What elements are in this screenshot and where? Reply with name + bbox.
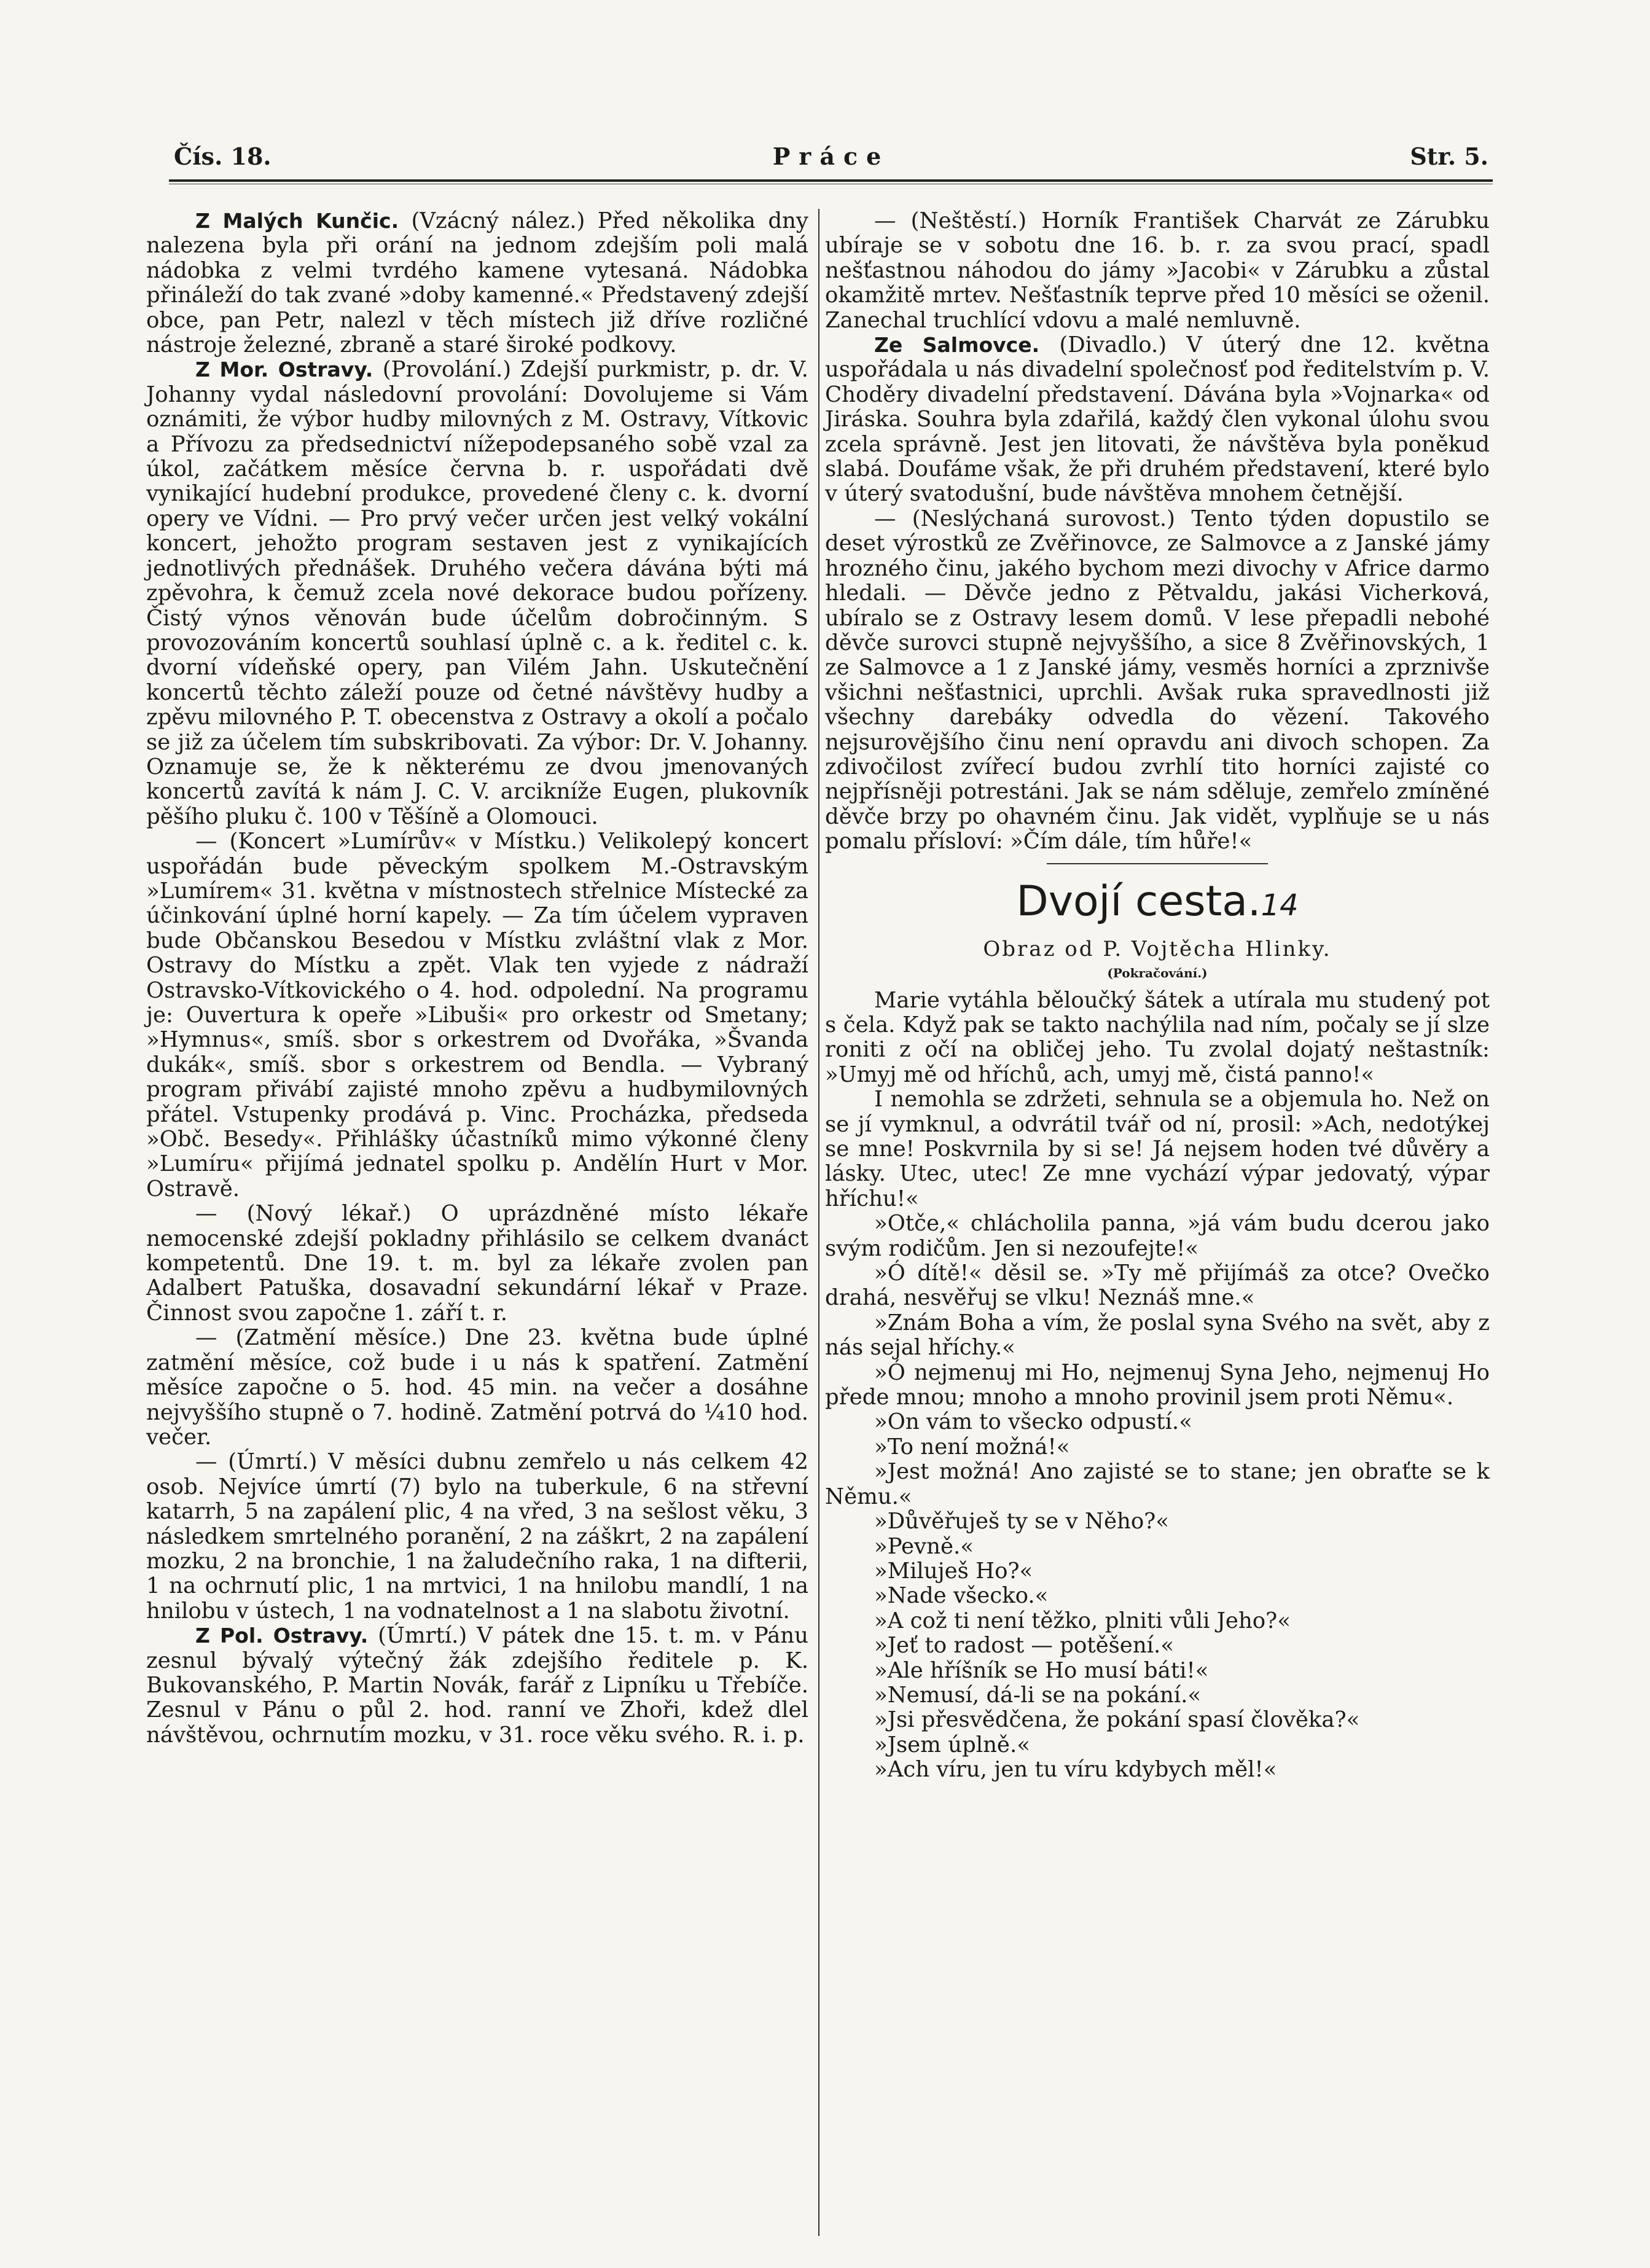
news-text: Tento týden dopustilo se deset výrostků ze Zvěřinovce, ze Salmovce a z Janské jámy hrozného činu, jakého bychom mezi divochy v Africe darmo hledali. — Děvče jedno z Pětvaldu, jakási Vicherková, ubíralo se z Ostravy lesem domů. V lese přepadli nebohé děvče surovci stupně nejvyššího, a sice 8 Zvěřinovských, 1 ze Salmovce a 1 z Janské jámy, vesměs horníci a zprznivše všichni nešťastnici, uprchli. Avšak ruka spravedlnosti již všechny darebáky odvedla do vězení. Takového nejsurovějšího činu není opravdu ani divoch schopen. Za zdivočilost zvířecí budou zvrhlí tito horníci zajisté co nejpřísněji potrestáni. Jak se nám sděluje, zemřelo zmíněné děvče brzy po ohavném činu. Jak vidět, vyplňuje se u nás pomalu přísloví: »Čím dále, tím hůře!«	[825, 506, 1490, 854]
news-lead: (Divadlo.)	[1059, 332, 1167, 358]
news-text: V úterý dne 12. května uspořádala u nás divadelní společnosť pod ředitelstvím p. V. Choděry divadelní představení. Dávána byla »Vojnarka« od Jiráska. Souhra byla zdařilá, každý člen vykonal úlohu svou zcela správně. Jest jen litovati, že návštěva byla poněkud slabá. Doufáme však, že při druhém představení, které bylo v úterý svatodušní, bude návštěva mnohem četnější.	[825, 332, 1490, 507]
story-paragraph: »To není možná!«	[874, 1434, 1070, 1460]
news-item	[146, 829, 808, 1202]
news-text: V pátek dne 15. t. m. v Pánu zesnul bývalý výtečný žák zdejšího ředitele p. K. Bukovanského, P. Martin Novák, farář z Lipníku u Třebíče. Zesnul v Pánu o půl 2. hod. ranní ve Zhoři, kdež dlel návštěvou, ochrnutím mozku, v 31. roce věku svého. R. i. p.	[146, 1623, 809, 1748]
left-column	[146, 209, 808, 1748]
news-text: Před několika dny nalezena byla při orání na jednom zdejším poli malá nádobka z velmi tvrdého kamene vytesaná. Nádobka přináleží do tak zvané »doby kamenné.« Představený zdejší obce, pan Petr, nalezl v těch místech již dříve rozličné nástroje železné, zbraně a staré široké podkovy.	[146, 208, 808, 358]
news-lead: (Vzácný nález.)	[411, 208, 585, 233]
news-place: Ze Salmovce.	[874, 333, 1040, 358]
news-place: Z Pol. Ostravy.	[195, 1624, 369, 1648]
story-body	[825, 988, 1490, 1783]
news-item	[146, 1450, 808, 1624]
story-paragraph: »Znám Boha a vím, že poslal syna Svého na svět, aby z nás sejal hříchy.«	[825, 1310, 1490, 1361]
story-paragraph: »Ó dítě!« děsil se. »Ty mě přijímáš za otce? Ovečko drahá, nesvěřuj se vlku! Neznáš mne.«	[825, 1261, 1490, 1311]
page-header	[174, 143, 1488, 179]
news-item	[146, 358, 808, 829]
story-paragraph: »Nemusí, dá-li se na pokání.«	[874, 1682, 1202, 1708]
story-paragraph: »Miluješ Ho?«	[874, 1558, 1033, 1584]
story-title	[825, 877, 1490, 931]
story-paragraph: »Jsem úplně.«	[874, 1732, 1030, 1758]
news-lead: — (Úmrtí.)	[195, 1449, 318, 1475]
news-item	[825, 209, 1490, 333]
news-item	[146, 1202, 808, 1326]
news-lead: (Úmrtí.)	[378, 1623, 467, 1649]
news-item	[146, 209, 808, 358]
right-column	[825, 209, 1490, 1783]
story-paragraph: »Ach víru, jen tu víru kdybych měl!«	[874, 1757, 1277, 1783]
news-lead: — (Koncert »Lumírův« v Místku.)	[195, 829, 586, 854]
news-lead: — (Zatmění měsíce.)	[195, 1325, 447, 1351]
news-lead: (Provolání.)	[382, 357, 512, 383]
news-lead: — (Neslýchaná surovost.)	[874, 506, 1176, 531]
news-text: Zdejší purkmistr, p. dr. V. Johanny vydal následovní provolání: Dovolujeme si Vám oznámiti, že výbor hudby milovných z M. Ostravy, Vítkovic a Přívozu za předsednictví nížepodepsaného sobě vzal za úkol, začátkem měsíce června b. r. uspořádati dvě vynikající hudební produkce, provedené členy c. k. dvorní opery ve Vídni. — Pro prvý večer určen jest velký vokální koncert, jehožto program sestaven jest z vynikajících jednotlivých přednášek. Druhého večera dávána býti má zpěvohra, k čemuž zcela nové dekorace budou pořízeny. Čistý výnos věnován bude účelům dobročinným. S provozováním koncertů souhlasí úplně c. a k. ředitel c. k. dvorní vídeňské opery, pan Vilém Jahn. Uskutečnění koncertů těchto záleží pouze od četné návštěvy hudby a zpěvu milovného P. T. obecenstva z Ostravy a okolí a počalo se již za účelem tím subskribovati. Za výbor: Dr. V. Johanny. Oznamuje se, že k některému ze dvou jmenovaných koncertů zavítá k nám J. C. V. arcikníže Eugen, plukovník pěšího pluku č. 100 v Těšíně a Olomouci.	[146, 357, 808, 829]
news-lead: — (Nový lékař.)	[195, 1201, 412, 1227]
story-paragraph: »Jest možná! Ano zajisté se to stane; jen obraťte se k Němu.«	[825, 1459, 1490, 1509]
story-paragraph: »Nade všecko.«	[874, 1583, 1049, 1609]
story-paragraph: »Ale hříšník se Ho musí báti!«	[874, 1657, 1209, 1683]
header-rule	[169, 179, 1493, 182]
news-item	[146, 1326, 808, 1450]
news-text: Horník František Charvát ze Zárubku ubíraje se v sobotu dne 16. b. r. za svou prací, spadl nešťastnou náhodou do jámy »Jacobi« v Zárubku a zůstal okamžitě mrtev. Nešťastník teprve před 10 měsíci se oženil. Zanechal truchlící vdovu a malé nemluvně.	[825, 208, 1490, 333]
news-item	[825, 507, 1490, 854]
news-text: Velikolepý koncert uspořádán bude pěveckým spolkem M.-Ostravským »Lumírem« 31. května v místnostech střelnice Místecké za účinkování úplné horní kapely. — Za tím účelem vypraven bude Občanskou Besedou v Místku zvláštní vlak z Mor. Ostravy do Místku a zpět. Vlak ten vyjede z nádraží Ostravsko-Vítkovického o 4. hod. odpolední. Na programu je: Ouvertura k opeře »Libuši« pro orkestr od Smetany; »Hymnus«, smíš. sbor s orkestrem od Dvořáka, »Švanda dukák«, smíš. sbor s orkestrem od Bendla. — Vybraný program přivábí zajisté mnoho zpěvu a hudbymilovných přátel. Vstupenky prodává p. Vinc. Procházka, předseda »Obč. Besedy«. Přihlášky účastníků mimo výkonné členy »Lumíru« přijímá jednatel spolku p. Andělín Hurt v Mor. Ostravě.	[146, 829, 808, 1202]
handwritten-mark: 14	[1261, 888, 1299, 923]
story-paragraph: »On vám to všecko odpustí.«	[874, 1409, 1192, 1435]
story-separator	[1047, 863, 1268, 864]
story-paragraph: »Pevně.«	[874, 1533, 974, 1559]
news-text: V měsíci dubnu zemřelo u nás celkem 42 osob. Nejvíce úmrtí (7) bylo na tuberkule, 6 na střevní katarrh, 5 na zapálení plic, 4 na vřed, 3 na sešlost věku, 3 následkem smrtelného poranění, 2 na záškrt, 2 na zapálení mozku, 2 na bronchie, 1 na žaludečního raka, 1 na difterii, 1 na ochrnutí plic, 1 na mrtvici, 1 na hnilobu mandlí, 1 na hnilobu v ústech, 1 na vodnatelnost a 1 na slabotu životní.	[146, 1449, 808, 1624]
issue-number: Čís. 18.	[174, 143, 272, 170]
news-item	[146, 1624, 808, 1748]
news-lead: — (Neštěstí.)	[874, 208, 1027, 233]
story-continued: (Pokračování.)	[1107, 965, 1208, 980]
story-paragraph: »Ó nejmenuj mi Ho, nejmenuj Syna Jeho, nejmenuj Ho přede mnou; mnoho a mnoho provinil jsem proti Němu«.	[825, 1359, 1490, 1410]
story-title-text: Dvojí cesta.	[1016, 877, 1261, 926]
story-paragraph: »A což ti není těžko, plniti vůli Jeho?«	[874, 1608, 1291, 1633]
news-text: Dne 23. května bude úplné zatmění měsíce, což bude i u nás k spatření. Zatmění měsíce započne o 5. hod. 45 min. na večer a dosáhne nejvyššího stupně o 7. hodině. Zatmění potrvá do ¼10 hod. večer.	[146, 1325, 808, 1450]
story-paragraph: »Otče,« chlácholila panna, »já vám budu dcerou jako svým rodičům. Jen si nezoufejte!«	[825, 1211, 1490, 1261]
story-paragraph: »Jeť to radost — potěšení.«	[874, 1633, 1175, 1659]
story-paragraph: »Důvěřuješ ty se v Něho?«	[874, 1509, 1169, 1535]
story-paragraph: Marie vytáhla běloučký šátek a utírala mu studený pot s čela. Když pak se takto nachýlila nad ním, počaly se jí slze roniti z očí na obličej jeho. Tu zvolal dojatý neštastník: »Umyj mě od hříchů, ach, umyj mě, čistá panno!«	[825, 987, 1490, 1087]
story-paragraph: I nemohla se zdržeti, sehnula se a objemula ho. Než on se jí vymknul, a odvrátil tvář od ní, prosil: »Ach, nedotýkej se mne! Poskvrnila by si se! Já nejsem hoden tvé důvěry a lásky. Utec, utec! Ze mne vychází výpar jedovatý, výpar hříchu!«	[825, 1087, 1490, 1211]
news-place: Z Malých Kunčic.	[195, 209, 399, 233]
news-place: Z Mor. Ostravy.	[195, 358, 373, 382]
news-text: O uprázdněné místo lékaře nemocenské zdejší pokladny přihlásilo se celkem dvanáct kompetentů. Dne 19. t. m. byl za lékaře zvolen pan Adalbert Patuška, dosavadní sekundární lékař v Praze. Činnost svou započne 1. září t. r.	[146, 1201, 808, 1326]
story-author: Obraz od P. Vojtěcha Hlinky.	[983, 936, 1332, 961]
story-paragraph: »Jsi přesvědčena, že pokání spasí člověka?«	[874, 1707, 1360, 1733]
news-item	[825, 333, 1490, 507]
column-divider	[818, 209, 819, 2236]
newspaper-title: Práce	[772, 143, 890, 170]
page-number: Str. 5.	[1410, 143, 1488, 170]
